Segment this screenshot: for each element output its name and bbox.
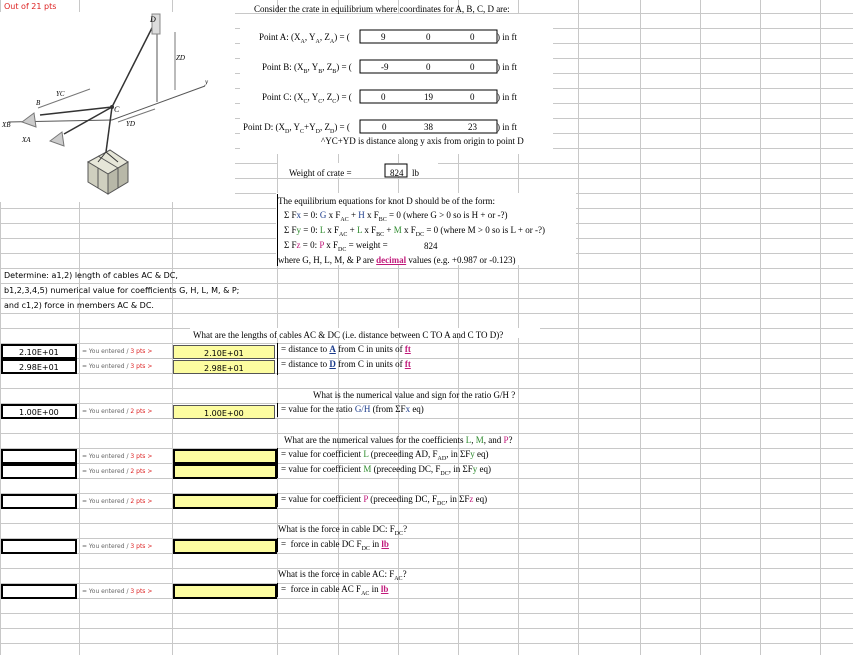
point-d-x: 0 bbox=[382, 122, 387, 132]
correct-answer-m bbox=[173, 464, 277, 479]
correct-answer-fac bbox=[173, 584, 277, 599]
correct-answer-l bbox=[173, 449, 277, 464]
label-zd: ZD bbox=[176, 54, 185, 62]
equation-fy: Σ Fy = 0: L x $F_{AC} + L$ x $F_{BC} + M$ x $F_{DC} = 0$ (where M > 0 so is L + or -?) bbox=[284, 225, 545, 238]
question-fac: What is the force in cable AC: $F_{AC}$? bbox=[278, 569, 407, 582]
point-b-x: -9 bbox=[381, 62, 389, 72]
point-a-unit: ) in ft bbox=[497, 32, 517, 42]
you-entered-8: = You entered / 3 pts > bbox=[82, 588, 153, 595]
answer-input-ratio[interactable]: 1.00E+00 bbox=[1, 404, 77, 419]
point-d-z: 23 bbox=[468, 122, 477, 132]
yc-note: ^YC+YD is distance along y axis from origin to point D bbox=[321, 136, 524, 146]
label-c: C bbox=[114, 105, 120, 114]
you-entered-2: = You entered / 3 pts > bbox=[82, 363, 153, 370]
answer-input-m[interactable] bbox=[1, 464, 77, 479]
answer-input-ac-length[interactable]: 2.10E+01 bbox=[1, 344, 77, 359]
equation-fz-value: 824 bbox=[424, 241, 438, 251]
correct-answer-ratio: 1.00E+00 bbox=[173, 405, 275, 419]
you-entered-7: = You entered / 3 pts > bbox=[82, 543, 153, 550]
point-b-z: 0 bbox=[470, 62, 475, 72]
label-yc: YC bbox=[56, 90, 65, 98]
you-entered-6: = You entered / 2 pts > bbox=[82, 498, 153, 505]
point-d-label: Point D: ($X_D$, $Y_C+Y_D$, $Z_D$) = ( bbox=[243, 122, 350, 135]
question-lengths: What are the lengths of cables AC & DC (i.e. distance between C TO A and C TO D)? bbox=[193, 330, 504, 340]
point-a-label: Point A: ($X_A$, $Y_A$, $Z_A$) = ( bbox=[259, 32, 350, 45]
determine-line2: b1,2,3,4,5) numerical value for coefficients G, H, L, M, & P; bbox=[4, 286, 240, 295]
label-d: D bbox=[150, 15, 156, 24]
crate-diagram bbox=[0, 12, 235, 202]
answer-input-fdc[interactable] bbox=[1, 539, 77, 554]
you-entered-1: = You entered / 3 pts > bbox=[82, 348, 153, 355]
label-b: B bbox=[36, 99, 41, 107]
question-coefficients: What are the numerical values for the coefficients L, M, and P? bbox=[284, 435, 513, 445]
question-ratio: What is the numerical value and sign for the ratio G/H ? bbox=[313, 390, 516, 400]
desc-fac: = force in cable AC $F_{AC}$ in lb bbox=[281, 584, 389, 597]
equilibrium-intro: The equilibrium equations for knot D should be of the form: bbox=[278, 196, 495, 206]
equation-fz: Σ Fz = 0: P x $F_{DC}$ = weight = bbox=[284, 240, 388, 253]
point-c-y: 19 bbox=[424, 92, 433, 102]
you-entered-3: = You entered / 2 pts > bbox=[82, 408, 153, 415]
point-b-y: 0 bbox=[426, 62, 431, 72]
determine-line1: Determine: a1,2) length of cables AC & DC, bbox=[4, 271, 178, 280]
point-c-unit: ) in ft bbox=[497, 92, 517, 102]
correct-answer-dc-length: 2.98E+01 bbox=[173, 360, 275, 374]
point-c-x: 0 bbox=[381, 92, 386, 102]
desc-l: = value for coefficient L (preceeding AD, $F_{AD}$, in ΣFy eq) bbox=[281, 449, 489, 462]
desc-ratio: = value for the ratio G/H (from ΣFx eq) bbox=[281, 404, 424, 414]
weight-label: Weight of crate = bbox=[289, 168, 352, 178]
desc-p: = value for coefficient P (preceeding DC, $F_{DC}$, in ΣFz eq) bbox=[281, 494, 488, 507]
desc-m: = value for coefficient M (preceeding DC, $F_{DC}$, in ΣFy eq) bbox=[281, 464, 491, 477]
label-xa: XA bbox=[22, 136, 31, 144]
problem-title: Consider the crate in equilibrium where coordinates for A, B, C, D are: bbox=[254, 4, 510, 14]
desc-dc-length: = distance to D from C in units of ft bbox=[281, 359, 411, 369]
point-d-y: 38 bbox=[424, 122, 433, 132]
label-y: y bbox=[205, 78, 209, 86]
question-fdc: What is the force in cable DC: $F_{DC}$? bbox=[278, 524, 408, 537]
out-of-points: Out of 21 pts bbox=[4, 2, 57, 11]
answer-input-fac[interactable] bbox=[1, 584, 77, 599]
answer-input-l[interactable] bbox=[1, 449, 77, 464]
point-b-unit: ) in ft bbox=[497, 62, 517, 72]
you-entered-4: = You entered / 3 pts > bbox=[82, 453, 153, 460]
point-d-unit: ) in ft bbox=[497, 122, 517, 132]
point-a-x: 9 bbox=[381, 32, 386, 42]
desc-fdc: = force in cable DC $F_{DC}$ in lb bbox=[281, 539, 389, 552]
point-c-z: 0 bbox=[470, 92, 475, 102]
weight-value: 824 bbox=[390, 168, 404, 178]
equation-where: where G, H, L, M, & P are decimal values (e.g. +0.987 or -0.123) bbox=[278, 255, 516, 265]
label-yd: YD bbox=[126, 120, 135, 128]
equation-fx: Σ Fx = 0: G x $F_{AC} + H$ x $F_{BC} = 0$ (where G > 0 so is H + or -?) bbox=[284, 210, 508, 223]
point-c-label: Point C: ($X_C$, $Y_C$, $Z_C$) = ( bbox=[262, 92, 352, 105]
decimal-link[interactable]: decimal bbox=[376, 255, 407, 265]
point-a-y: 0 bbox=[426, 32, 431, 42]
you-entered-5: = You entered / 2 pts > bbox=[82, 468, 153, 475]
desc-ac-length: = distance to A from C in units of ft bbox=[281, 344, 411, 354]
correct-answer-p bbox=[173, 494, 277, 509]
point-a-z: 0 bbox=[470, 32, 475, 42]
correct-answer-fdc bbox=[173, 539, 277, 554]
answer-input-dc-length[interactable]: 2.98E+01 bbox=[1, 359, 77, 374]
answer-input-p[interactable] bbox=[1, 494, 77, 509]
point-b-label: Point B: ($X_B$, $Y_B$, $Z_B$) = ( bbox=[262, 62, 352, 75]
label-xb: XB bbox=[2, 121, 11, 129]
determine-line3: and c1,2) force in members AC & DC. bbox=[4, 301, 154, 310]
correct-answer-ac-length: 2.10E+01 bbox=[173, 345, 275, 359]
weight-unit: lb bbox=[412, 168, 420, 178]
